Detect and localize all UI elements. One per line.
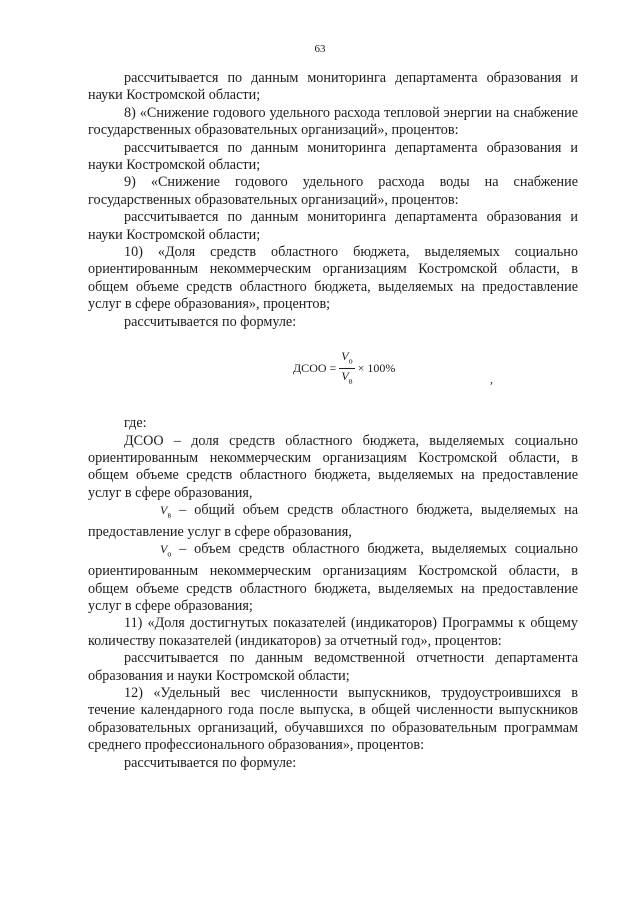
definition-vo: $V_o$ – объем средств областного бюджета, выделяемых социально ориентированным некоммерческим организациям Костромской области, в общем объеме средств областного бюджета, выделяемых на предоставление услуг в сфере образования;: [88, 541, 578, 614]
page-number: 63: [314, 43, 326, 55]
paragraph: рассчитывается по данным мониторинга департамента образования и науки Костромской области;: [88, 70, 578, 104]
formula-comma: ,: [490, 372, 493, 387]
paragraph: 8) «Снижение годового удельного расхода тепловой энергии на снабжение государственных образовательных организаций», процентов:: [88, 104, 578, 139]
formula-multiplier: × 100%: [357, 361, 396, 376]
formula-numerator: $V_o$: [339, 349, 354, 369]
paragraph: рассчитывается по данным мониторинга департамента образования и науки Костромской области;: [88, 139, 578, 174]
formula-fraction: [339, 349, 354, 389]
paragraph: 12) «Удельный вес численности выпускников, трудоустроившихся в течение календарного года после выпуска, в общей численности выпускников образовательных организаций, обучавшихся по образовательным программам среднего профессионального образования», процентов:: [88, 684, 578, 754]
paragraph: 9) «Снижение годового удельного расхода воды на снабжение государственных образовательных организаций», процентов:: [88, 174, 578, 208]
formula-denominator: $V_в$: [341, 369, 353, 386]
paragraph: 10) «Доля средств областного бюджета, выделяемых социально ориентированным некоммерческим организациям Костромской области, в общем объеме средств областного бюджета, выделяемых на предоставление услуг в сфере образования», процентов;: [88, 244, 578, 313]
symbol-vb: $V_в$: [160, 503, 172, 520]
definition-vb: $V_в$ – общий объем средств областного бюджета, выделяемых на предоставление услуг в сфере образования,: [88, 502, 578, 540]
paragraph: рассчитывается по данным мониторинга департамента образования и науки Костромской области;: [88, 209, 578, 243]
definition-dsoo: ДСОО – доля средств областного бюджета, выделяемых социально ориентированным некоммерческим организациям Костромской области, в общем объеме средств областного бюджета, выделяемых на предоставление услуг в сфере образования,: [88, 432, 578, 501]
paragraph: рассчитывается по данным ведомственной отчетности департамента образования и науки Костромской области;: [88, 650, 578, 684]
paragraph: рассчитывается по формуле:: [124, 754, 297, 771]
symbol-vo: $V_o$: [160, 542, 172, 559]
definition-term: ДСОО: [124, 432, 164, 449]
formula-dsoo: [88, 331, 578, 403]
formula-expression: [293, 349, 395, 389]
paragraph: 11) «Доля достигнутых показателей (индикаторов) Программы к общему количеству показателей (индикаторов) за отчетный год», процентов:: [88, 615, 578, 649]
formula-lhs: ДСОО =: [293, 361, 337, 376]
paragraph: рассчитывается по формуле:: [124, 313, 297, 330]
where-label: где:: [124, 415, 147, 432]
document-body: [88, 70, 578, 772]
